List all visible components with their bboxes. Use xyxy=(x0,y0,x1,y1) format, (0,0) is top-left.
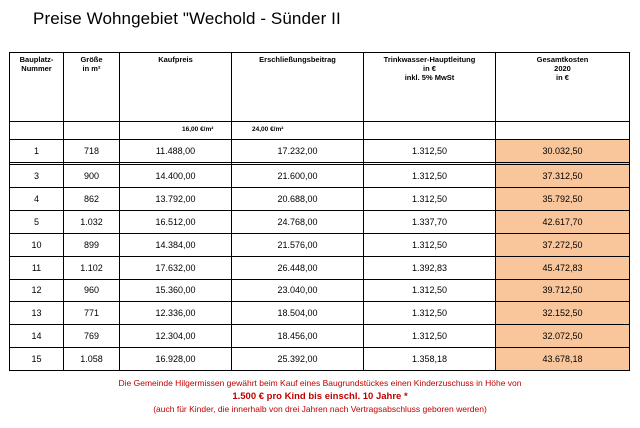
header-trinkwasser-line1: Trinkwasser-Hauptleitung xyxy=(383,55,476,64)
cell-gesamt: 39.712,50 xyxy=(496,279,630,302)
cell-trinkwasser: 1.312,50 xyxy=(364,233,496,256)
header-groesse-line2: in m² xyxy=(82,64,101,73)
cell-erschliessung: 18.504,00 xyxy=(232,302,364,325)
table-header-row xyxy=(10,53,630,122)
header-erschliessung xyxy=(232,53,364,122)
table-row xyxy=(10,325,630,348)
table-row xyxy=(10,140,630,163)
table-row xyxy=(10,233,630,256)
footer-line-3: (auch für Kinder, die innerhalb von drei Jahren nach Vertragsabschluss geboren werden) xyxy=(153,404,487,414)
cell-kaufpreis: 12.304,00 xyxy=(120,325,232,348)
cell-bauplatz: 5 xyxy=(10,210,64,233)
cell-bauplatz: 15 xyxy=(10,348,64,371)
units-row xyxy=(10,121,630,140)
cell-bauplatz: 1 xyxy=(10,140,64,163)
cell-gesamt: 32.072,50 xyxy=(496,325,630,348)
cell-trinkwasser: 1.312,50 xyxy=(364,325,496,348)
cell-groesse: 899 xyxy=(64,233,120,256)
cell-bauplatz: 3 xyxy=(10,165,64,188)
cell-trinkwasser: 1.312,50 xyxy=(364,188,496,211)
cell-gesamt: 37.312,50 xyxy=(496,165,630,188)
table-body xyxy=(10,140,630,371)
table-row xyxy=(10,188,630,211)
header-trinkwasser-line2: in € xyxy=(423,64,436,73)
header-bauplatz-line2: Nummer xyxy=(21,64,52,73)
cell-bauplatz: 10 xyxy=(10,233,64,256)
cell-erschliessung: 17.232,00 xyxy=(232,140,364,163)
cell-kaufpreis: 14.384,00 xyxy=(120,233,232,256)
cell-bauplatz: 4 xyxy=(10,188,64,211)
cell-kaufpreis: 13.792,00 xyxy=(120,188,232,211)
header-gesamt-line3: in € xyxy=(556,73,569,82)
cell-gesamt: 43.678,18 xyxy=(496,348,630,371)
cell-erschliessung: 24.768,00 xyxy=(232,210,364,233)
cell-gesamt: 45.472,83 xyxy=(496,256,630,279)
cell-kaufpreis: 17.632,00 xyxy=(120,256,232,279)
table-row xyxy=(10,256,630,279)
cell-gesamt: 37.272,50 xyxy=(496,233,630,256)
units-empty-2 xyxy=(64,121,120,140)
table-row xyxy=(10,210,630,233)
header-bauplatz xyxy=(10,53,64,122)
header-trinkwasser xyxy=(364,53,496,122)
footer-note xyxy=(0,377,640,416)
cell-erschliessung: 18.456,00 xyxy=(232,325,364,348)
cell-trinkwasser: 1.312,50 xyxy=(364,165,496,188)
cell-groesse: 1.032 xyxy=(64,210,120,233)
units-empty-5 xyxy=(364,121,496,140)
header-trinkwasser-line3: inkl. 5% MwSt xyxy=(404,73,455,82)
cell-trinkwasser: 1.337,70 xyxy=(364,210,496,233)
cell-kaufpreis: 16.928,00 xyxy=(120,348,232,371)
table-row xyxy=(10,279,630,302)
cell-erschliessung: 20.688,00 xyxy=(232,188,364,211)
cell-trinkwasser: 1.312,50 xyxy=(364,140,496,163)
unit-kaufpreis: 16,00 €/m² xyxy=(120,121,232,140)
cell-gesamt: 32.152,50 xyxy=(496,302,630,325)
cell-groesse: 862 xyxy=(64,188,120,211)
cell-groesse: 1.102 xyxy=(64,256,120,279)
header-kaufpreis xyxy=(120,53,232,122)
cell-bauplatz: 12 xyxy=(10,279,64,302)
cell-trinkwasser: 1.312,50 xyxy=(364,279,496,302)
cell-kaufpreis: 12.336,00 xyxy=(120,302,232,325)
cell-groesse: 960 xyxy=(64,279,120,302)
cell-bauplatz: 14 xyxy=(10,325,64,348)
cell-trinkwasser: 1.392,83 xyxy=(364,256,496,279)
header-groesse xyxy=(64,53,120,122)
table-row xyxy=(10,302,630,325)
cell-gesamt: 42.617,70 xyxy=(496,210,630,233)
header-gesamt xyxy=(496,53,630,122)
cell-gesamt: 30.032,50 xyxy=(496,140,630,163)
cell-erschliessung: 25.392,00 xyxy=(232,348,364,371)
cell-groesse: 771 xyxy=(64,302,120,325)
cell-groesse: 1.058 xyxy=(64,348,120,371)
table-row xyxy=(10,165,630,188)
header-groesse-line1: Größe xyxy=(80,55,103,64)
cell-kaufpreis: 16.512,00 xyxy=(120,210,232,233)
cell-erschliessung: 23.040,00 xyxy=(232,279,364,302)
cell-bauplatz: 13 xyxy=(10,302,64,325)
footer-line-2: 1.500 € pro Kind bis einschl. 10 Jahre * xyxy=(232,391,408,402)
unit-erschliessung: 24,00 €/m² xyxy=(232,121,364,140)
cell-kaufpreis: 14.400,00 xyxy=(120,165,232,188)
cell-kaufpreis: 11.488,00 xyxy=(120,140,232,163)
cell-gesamt: 35.792,50 xyxy=(496,188,630,211)
cell-groesse: 769 xyxy=(64,325,120,348)
cell-groesse: 718 xyxy=(64,140,120,163)
header-gesamt-line1: Gesamtkosten xyxy=(536,55,589,64)
cell-kaufpreis: 15.360,00 xyxy=(120,279,232,302)
footer-line-1: Die Gemeinde Hilgermissen gewährt beim Kauf eines Baugrundstückes einen Kinderzuschuss in Höhe von xyxy=(118,378,522,388)
cell-bauplatz: 11 xyxy=(10,256,64,279)
cell-trinkwasser: 1.358,18 xyxy=(364,348,496,371)
cell-erschliessung: 26.448,00 xyxy=(232,256,364,279)
header-bauplatz-line1: Bauplatz- xyxy=(19,55,54,64)
page-title: Preise Wohngebiet "Wechold - Sünder II xyxy=(33,9,341,28)
header-kaufpreis-line1: Kaufpreis xyxy=(158,55,193,64)
cell-erschliessung: 21.600,00 xyxy=(232,165,364,188)
table-row xyxy=(10,348,630,371)
cell-groesse: 900 xyxy=(64,165,120,188)
header-erschliessung-line1: Erschließungsbeitrag xyxy=(259,55,336,64)
cell-trinkwasser: 1.312,50 xyxy=(364,302,496,325)
header-gesamt-line2: 2020 xyxy=(554,64,571,73)
units-empty-6 xyxy=(496,121,630,140)
cell-erschliessung: 21.576,00 xyxy=(232,233,364,256)
units-empty-1 xyxy=(10,121,64,140)
price-table xyxy=(9,52,630,371)
